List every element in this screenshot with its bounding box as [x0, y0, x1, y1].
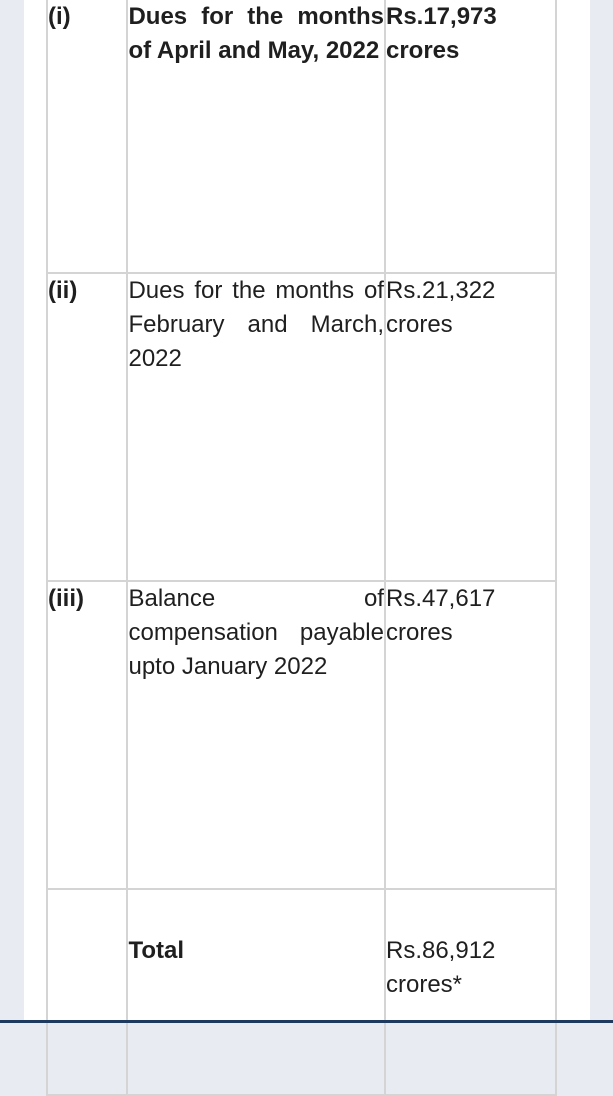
- total-number-cell: [47, 889, 127, 1095]
- total-label: Total: [127, 889, 385, 1095]
- table-row: [47, 273, 556, 581]
- table-row: [47, 581, 556, 889]
- total-row: [47, 889, 556, 1095]
- amount-value: Rs.17,973: [385, 3, 497, 30]
- row-description: Balance of compensation payable upto January 2022: [127, 581, 385, 889]
- total-amount-value: Rs.86,912: [385, 937, 496, 964]
- row-number: (iii): [47, 581, 127, 889]
- total-amount: [385, 889, 556, 1095]
- table-row: [47, 0, 556, 273]
- amount-value: Rs.47,617: [385, 585, 496, 612]
- amount-value: Rs.21,322: [385, 277, 496, 304]
- row-amount: [385, 581, 556, 889]
- row-amount: [385, 0, 556, 273]
- document-page: [24, 0, 590, 1023]
- row-description: Dues for the months of April and May, 2022: [127, 0, 385, 273]
- row-amount: [385, 273, 556, 581]
- total-amount-unit: crores*: [385, 971, 463, 998]
- dues-table: [46, 0, 557, 1096]
- row-number: (ii): [47, 273, 127, 581]
- row-number: (i): [47, 0, 127, 273]
- amount-unit: crores: [385, 311, 453, 338]
- amount-unit: crores: [385, 37, 460, 64]
- row-description: Dues for the months of February and March, 2022: [127, 273, 385, 581]
- amount-unit: crores: [385, 619, 453, 646]
